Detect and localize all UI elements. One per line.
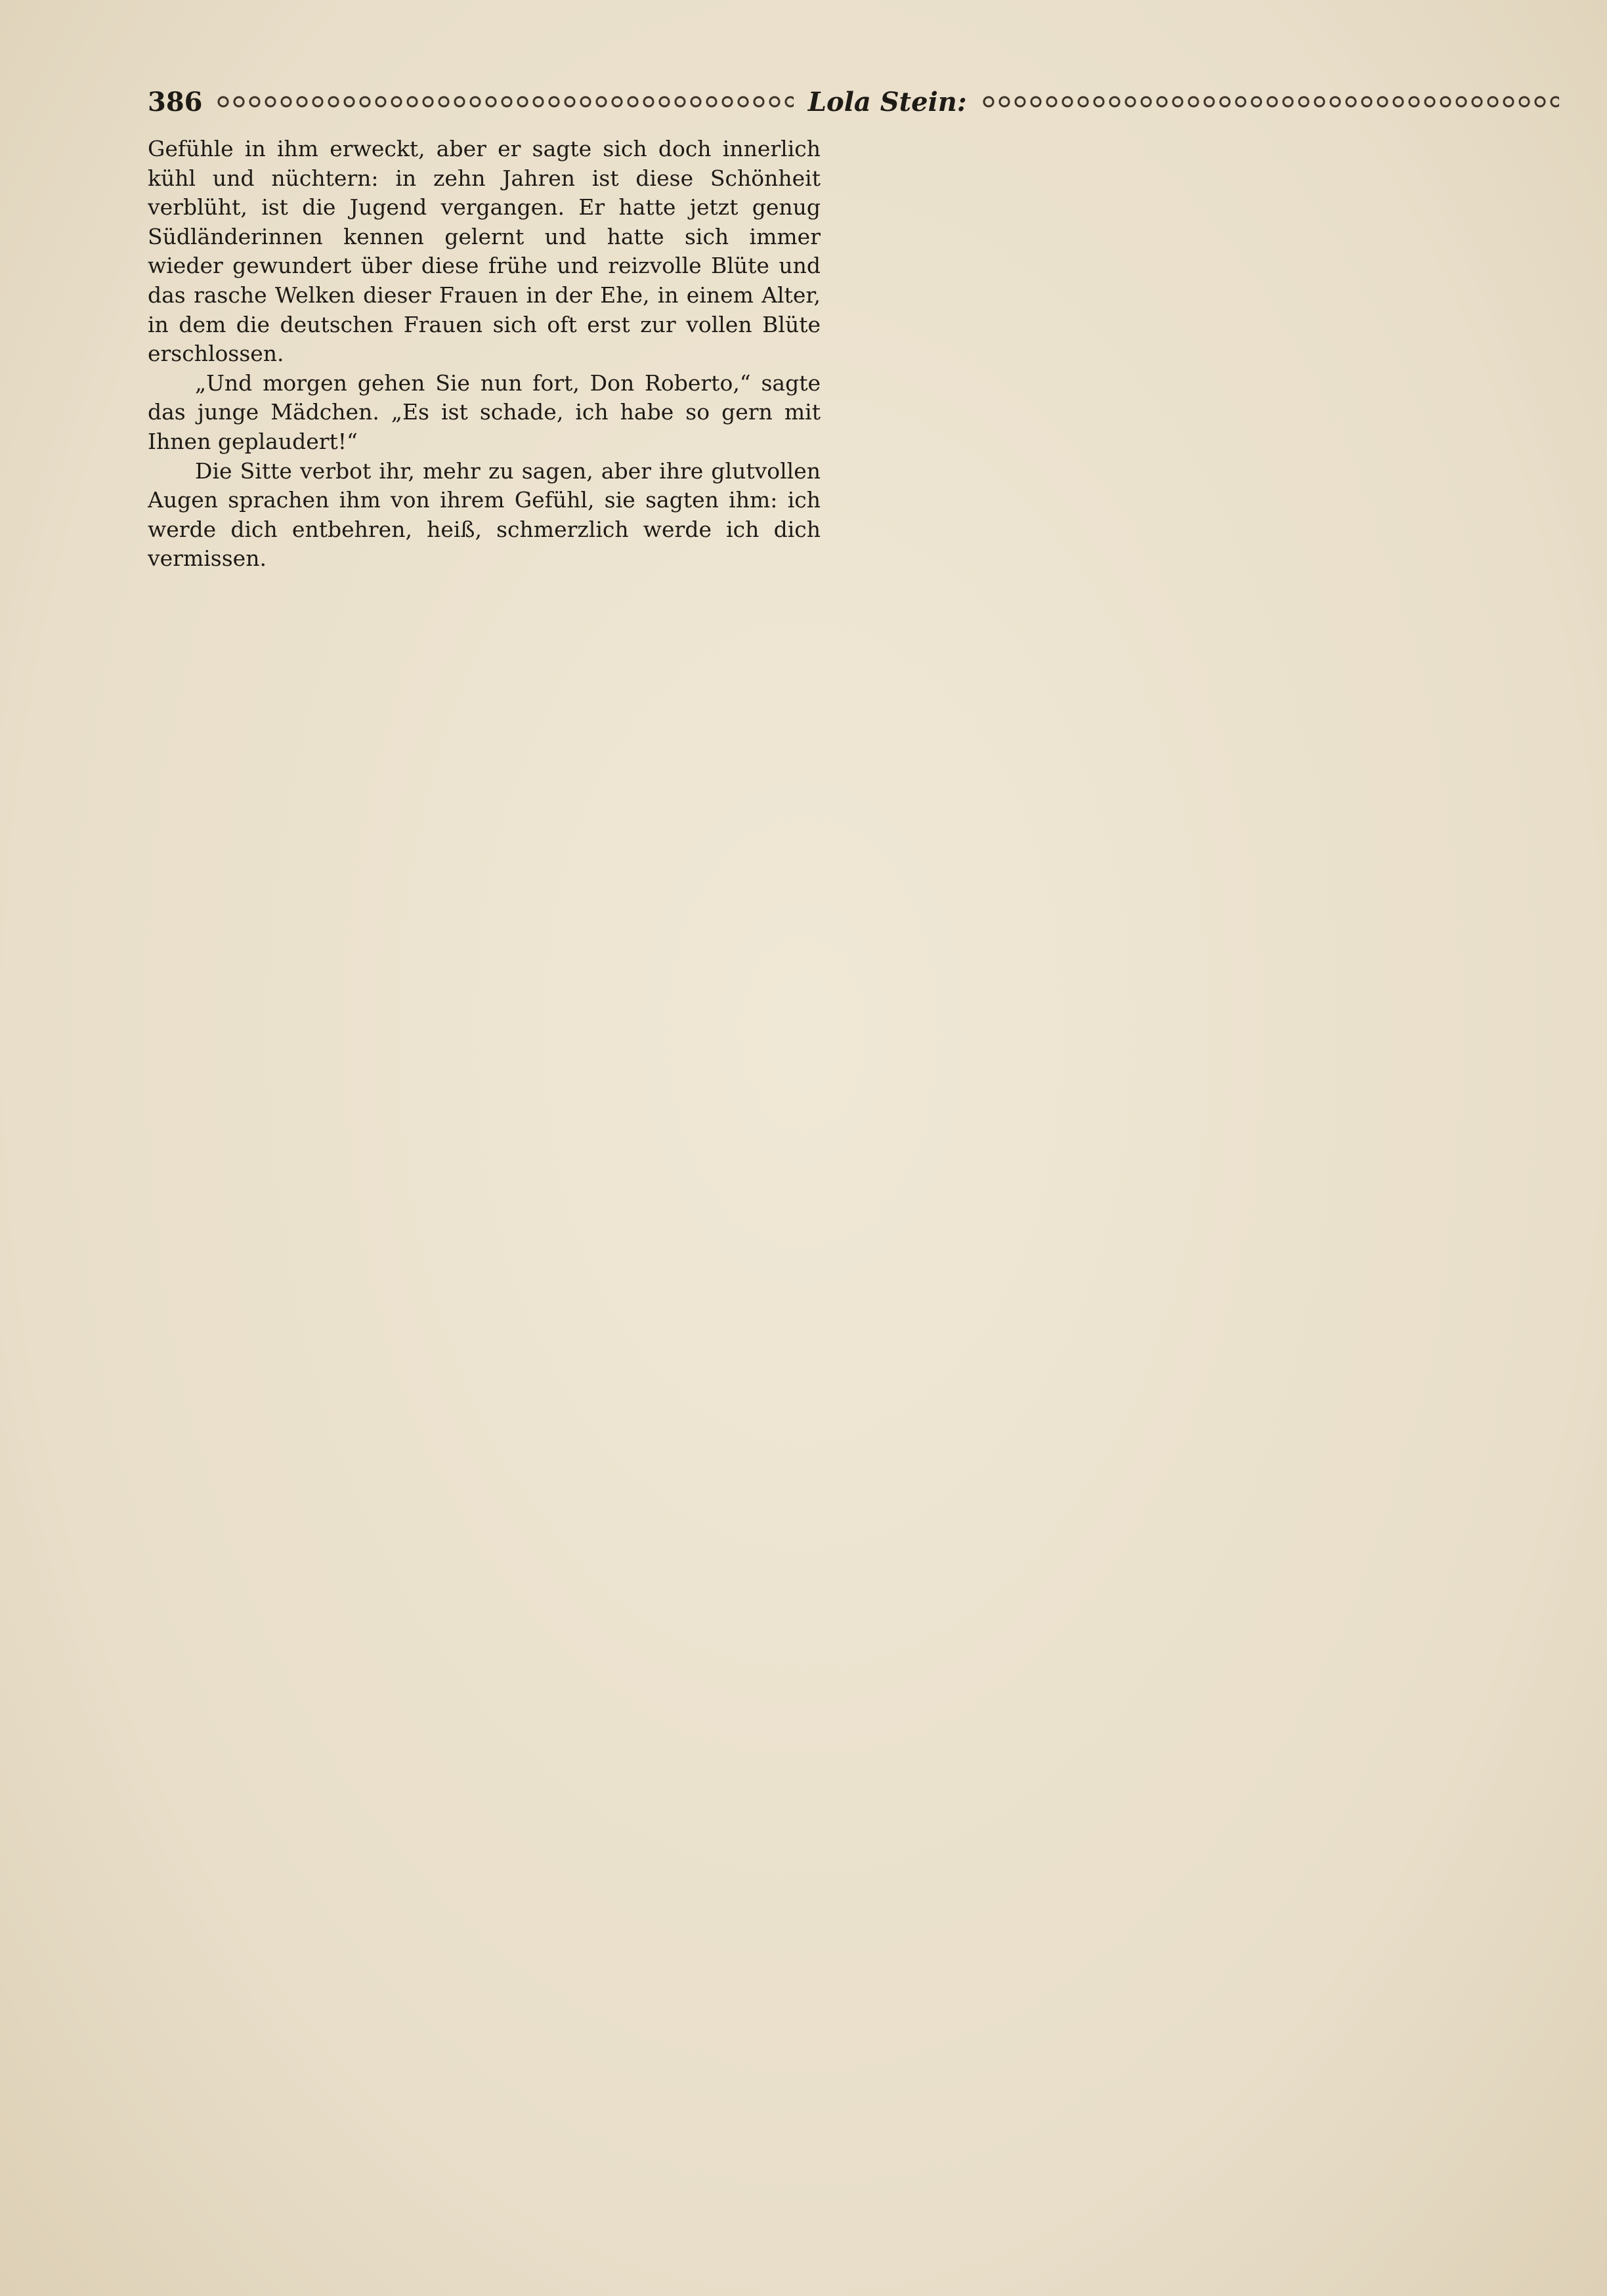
page-number: 386 — [148, 86, 203, 117]
paragraph: Die Sitte verbot ihr, mehr zu sagen, aber ihre glutvollen Augen sprachen ihm von ihrem Gefühl, sie sagten ihm: ich werde dich entbehren, heiß, schmerzlich werde ich dich vermissen. — [148, 457, 821, 572]
running-header — [148, 82, 1559, 121]
ornament-rule-left — [216, 95, 794, 109]
text-columns — [148, 135, 1539, 2130]
ornament-rule-right — [981, 95, 1559, 109]
paragraph: Gefühle in ihm erweckt, aber er sagte sich doch innerlich kühl und nüchtern: in zehn Jahren ist diese Schönheit verblüht, ist die Jugend vergangen. Er hatte jetzt genug Südländerinnen kennen gelernt und hatte sich immer wieder gewundert über diese frühe und reizvolle Blüte und das rasche Welken dieser Frauen in der Ehe, in einem Alter, in dem die deutschen Frauen sich oft erst zur vollen Blüte erschlossen. — [148, 136, 821, 367]
right-column — [867, 135, 1539, 2130]
left-column — [148, 135, 821, 2130]
paragraph: „Und morgen gehen Sie nun fort, Don Roberto,“ sagte das junge Mädchen. „Es ist schade, ich habe so gern mit Ihnen geplaudert!“ — [148, 370, 821, 454]
running-head-title: Lola Stein: — [807, 86, 967, 117]
